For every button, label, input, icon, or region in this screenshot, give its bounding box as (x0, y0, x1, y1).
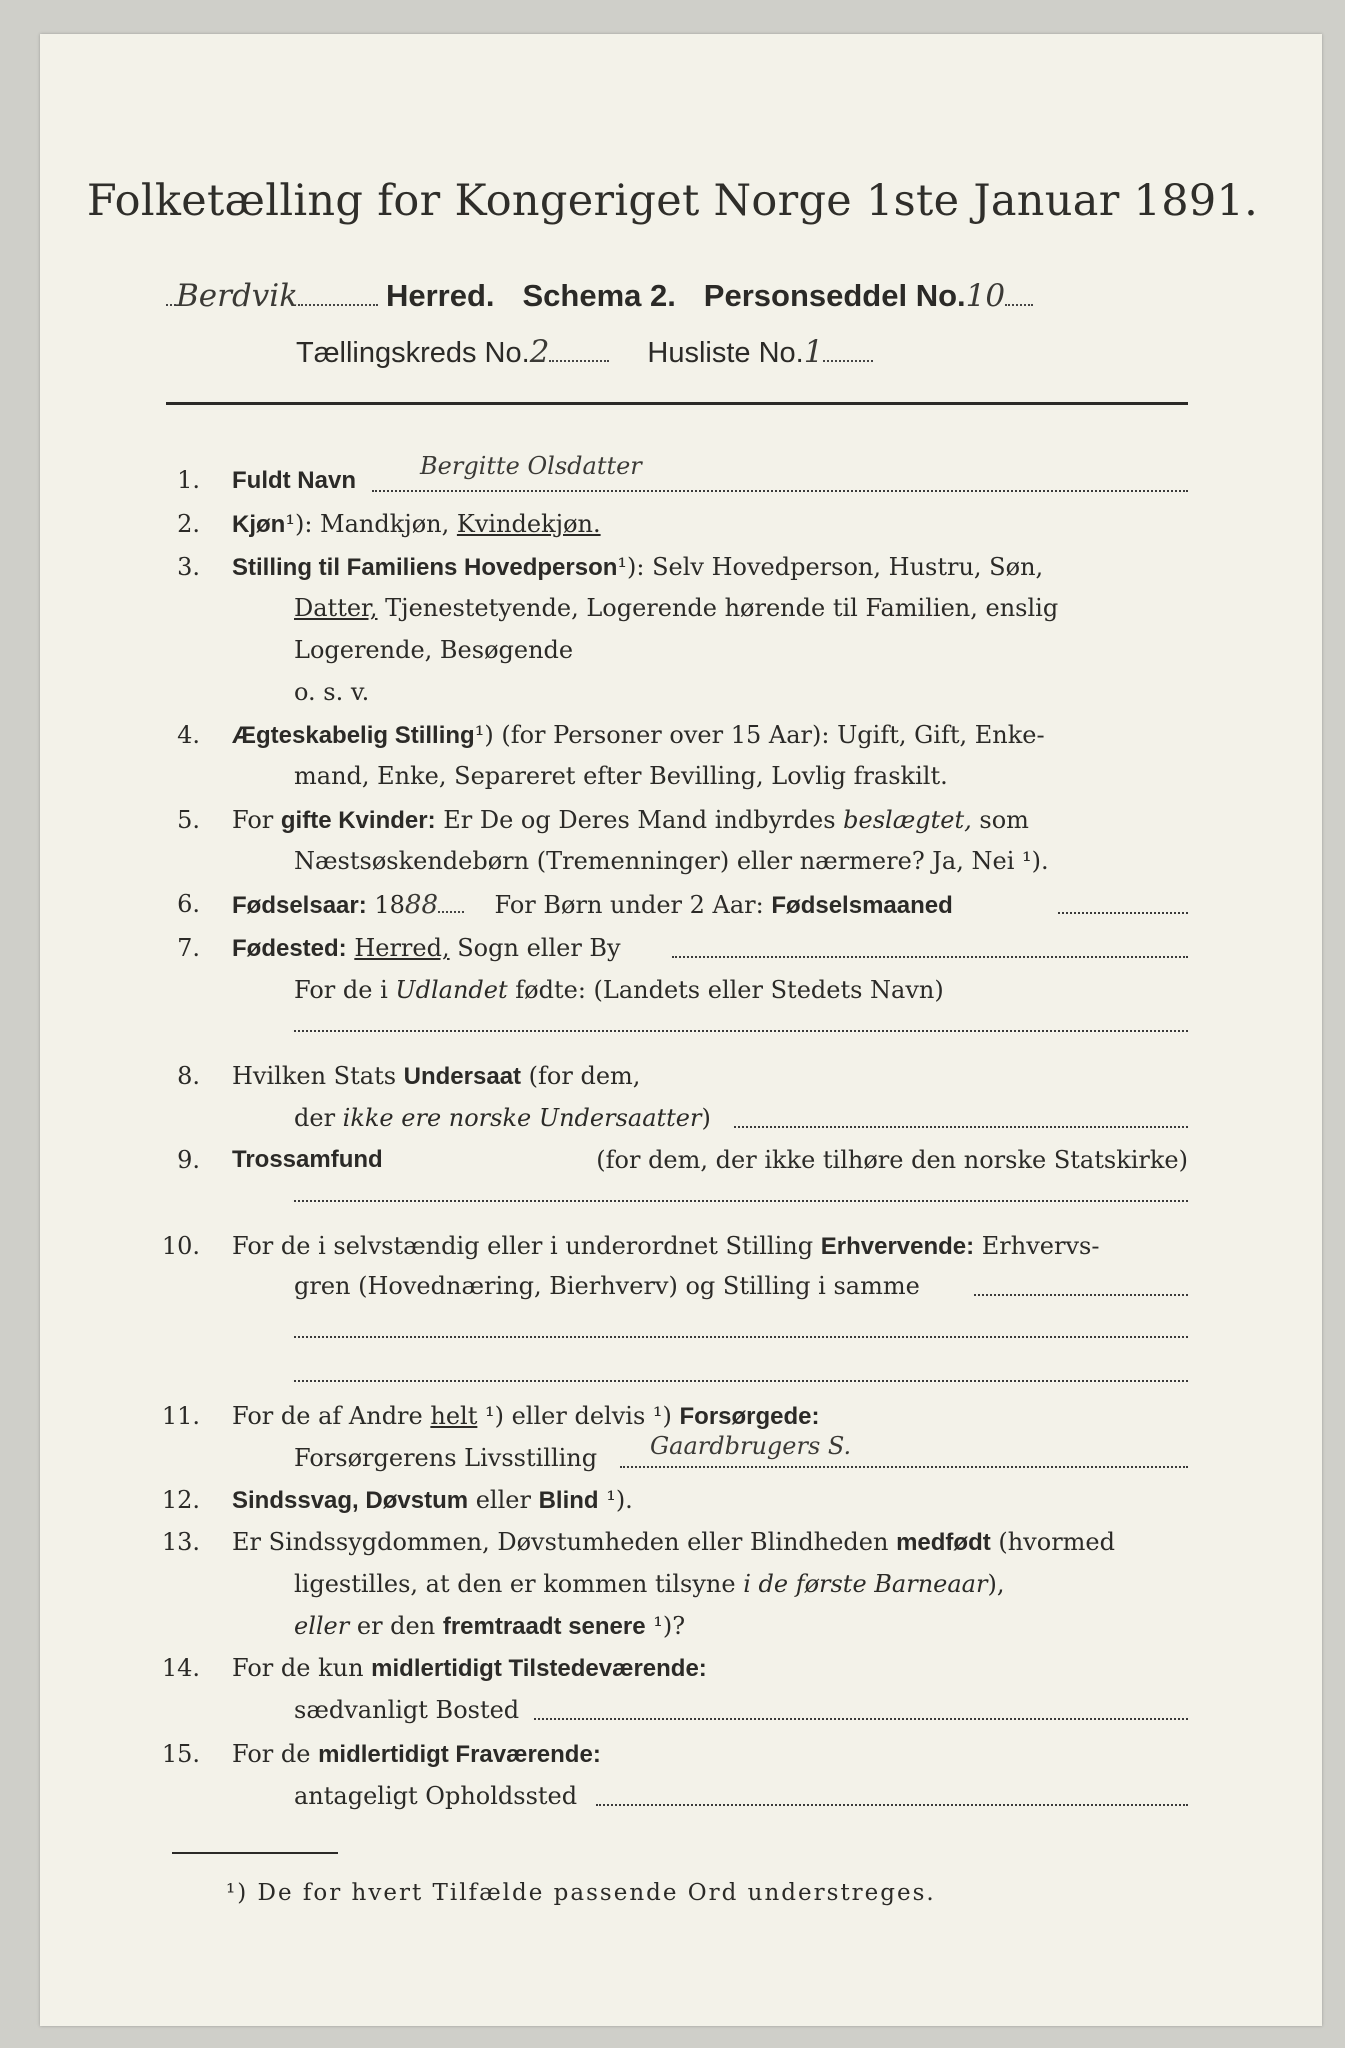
answer-line (1058, 912, 1188, 914)
item-3-line3: Logerende, Besøgende (294, 636, 574, 664)
item-number: 2. (177, 510, 200, 538)
item-8-question: Hvilken Stats Undersaat (for dem, (232, 1062, 641, 1090)
header-row-taellingskreds (296, 334, 873, 370)
schema-label: Schema 2. (522, 278, 676, 313)
taellingskreds-value: 2 (529, 334, 550, 370)
item-11-line2: Forsørgerens Livsstilling (294, 1444, 598, 1472)
item-7-line2: For de i Udlandet fødte: (Landets eller Stedets Navn) (294, 976, 944, 1004)
item-number: 3. (177, 553, 200, 581)
item-3-question: Stilling til Familiens Hovedperson¹): Selv Hovedperson, Hustru, Søn, (232, 553, 1044, 581)
item-number: 12. (161, 1486, 200, 1514)
item-number: 14. (161, 1654, 200, 1682)
footnote-rule (172, 1852, 338, 1854)
item-14-question: For de kun midlertidigt Tilstedeværende: (232, 1654, 707, 1682)
item-5-question: For gifte Kvinder: Er De og Deres Mand indbyrdes beslægtet, som (232, 806, 1029, 834)
item-4-line2: mand, Enke, Separeret efter Bevilling, Lovlig fraskilt. (294, 762, 948, 790)
item-8-line2: der ikke ere norske Undersaatter) (294, 1104, 711, 1132)
answer-line (294, 1380, 1188, 1382)
answer-line (974, 1294, 1188, 1296)
item-4-question: Ægteskabelig Stilling¹) (for Personer over 15 Aar): Ugift, Gift, Enke- (232, 721, 1045, 749)
item-10-line2: gren (Hovednæring, Bierhverv) og Stilling i samme (294, 1272, 920, 1300)
selected-option: Herred, (354, 934, 450, 962)
answer-line (734, 1126, 1188, 1128)
herred-label: Herred. (385, 278, 495, 313)
item-3-line4: o. s. v. (294, 678, 370, 706)
item-10-question: For de i selvstændig eller i underordnet Stilling Erhvervende: Erhvervs- (232, 1232, 1100, 1260)
item-7-question: Fødested: Herred, Sogn eller By (232, 934, 621, 962)
answer-birth-year: 88 (404, 890, 438, 920)
item-13-question: Er Sindssygdommen, Døvstumheden eller Blindheden medfødt (hvormed (232, 1528, 1115, 1556)
answer-line (596, 1804, 1188, 1806)
item-1-question: Fuldt Navn (232, 467, 356, 494)
answer-line (294, 1030, 1188, 1032)
answer-line (294, 1200, 1188, 1202)
answer-provider-occupation: Gaardbrugers S. (650, 1432, 852, 1460)
item-9-question: Trossamfund (for dem, der ikke tilhøre den norske Statskirke) (232, 1146, 1188, 1174)
answer-line (534, 1718, 1188, 1720)
taellingskreds-label: Tællingskreds No. (296, 337, 530, 369)
item-number: 10. (161, 1232, 200, 1260)
item-number: 7. (177, 934, 200, 962)
item-number: 4. (177, 721, 200, 749)
item-number: 9. (177, 1146, 200, 1174)
answer-line (620, 1466, 1188, 1468)
item-15-question: For de midlertidigt Fraværende: (232, 1740, 601, 1768)
item-number: 1. (177, 466, 200, 494)
answer-line (672, 956, 1188, 958)
item-number: 5. (177, 806, 200, 834)
item-5-line2: Næstsøskendebørn (Tremenninger) eller nærmere? Ja, Nei ¹). (294, 847, 1049, 875)
answer-line (294, 1336, 1188, 1338)
form-title: Folketælling for Kongeriget Norge 1ste Januar 1891. (86, 176, 1259, 226)
item-15-line2: antageligt Opholdssted (294, 1782, 578, 1810)
item-number: 11. (161, 1402, 200, 1430)
personseddel-label: Personseddel No. (703, 278, 966, 313)
item-6-question: Fødselsaar: 1888 For Børn under 2 Aar: Fødselsmaaned (232, 890, 953, 920)
selected-option: Datter, (294, 594, 378, 622)
item-3-line2: Datter, Tjenestetyende, Logerende hørende til Familien, enslig (294, 594, 1059, 622)
item-number: 8. (177, 1062, 200, 1090)
husliste-value: 1 (803, 334, 824, 370)
item-13-line3: eller er den fremtraadt senere ¹)? (294, 1612, 686, 1640)
item-12-question: Sindssvag, Døvstum eller Blind ¹). (232, 1486, 633, 1514)
answer-full-name: Bergitte Olsdatter (420, 452, 642, 480)
selected-option: helt (430, 1402, 478, 1430)
item-number: 6. (177, 890, 200, 918)
item-number: 15. (161, 1740, 200, 1768)
herred-value: Berdvik (176, 278, 299, 314)
selected-option: Kvindekjøn. (456, 510, 601, 538)
item-13-line2: ligestilles, at den er kommen tilsyne i de første Barneaar), (294, 1570, 1005, 1598)
item-number: 13. (161, 1528, 200, 1556)
header-row-herred (166, 278, 1033, 314)
item-14-line2: sædvanligt Bosted (294, 1696, 520, 1724)
footnote: ¹) De for hvert Tilfælde passende Ord understreges. (226, 1880, 936, 1906)
item-11-question: For de af Andre helt ¹) eller delvis ¹) Forsørgede: (232, 1402, 820, 1430)
answer-line (372, 490, 1188, 492)
husliste-label: Husliste No. (647, 337, 804, 369)
item-2-question: Kjøn¹): Mandkjøn, Kvindekjøn. (232, 510, 601, 538)
personseddel-value: 10 (965, 278, 1006, 314)
header-rule (166, 402, 1188, 405)
